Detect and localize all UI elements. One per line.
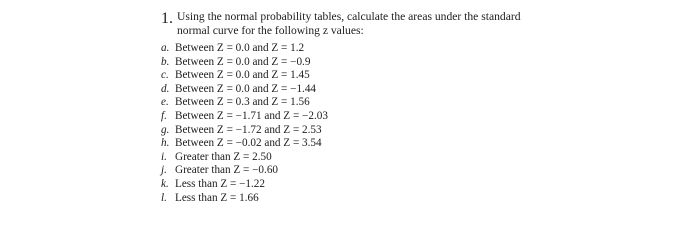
list-item: [161, 96, 328, 110]
question-prompt-line-1: Using the normal probability tables, calculate the areas under the standard: [177, 10, 521, 23]
list-item: [161, 164, 328, 178]
item-letter: l.: [161, 191, 167, 204]
item-text: Between Z = 0.0 and Z = 1.45: [175, 69, 310, 82]
item-text: Greater than Z = −0.60: [175, 164, 279, 177]
item-text: Between Z = 0.3 and Z = 1.56: [175, 96, 310, 109]
list-item: [161, 42, 328, 56]
item-letter: c.: [161, 69, 169, 82]
item-text: Greater than Z = 2.50: [175, 150, 272, 163]
item-letter: b.: [161, 55, 170, 68]
item-letter: j.: [161, 164, 167, 177]
item-text: Less than Z = 1.66: [175, 191, 259, 204]
item-list: [161, 42, 328, 205]
item-text: Between Z = −0.02 and Z = 3.54: [175, 137, 322, 150]
list-item: [161, 69, 328, 83]
list-item: [161, 192, 328, 206]
item-letter: e.: [161, 96, 169, 109]
list-item: [161, 110, 328, 124]
item-text: Between Z = −1.71 and Z = −2.03: [175, 109, 328, 122]
question-prompt: [177, 10, 597, 38]
question-prompt-line-2: normal curve for the following z values:: [177, 24, 364, 37]
item-text: Between Z = 0.0 and Z = −1.44: [175, 82, 317, 95]
list-item: [161, 151, 328, 165]
item-letter: g.: [161, 123, 170, 136]
list-item: [161, 83, 328, 97]
item-text: Between Z = 0.0 and Z = −0.9: [175, 55, 311, 68]
list-item: [161, 178, 328, 192]
item-letter: d.: [161, 82, 170, 95]
item-text: Between Z = −1.72 and Z = 2.53: [175, 123, 322, 136]
item-text: Less than Z = −1.22: [175, 177, 265, 190]
question-number: 1.: [161, 10, 173, 27]
item-letter: a.: [161, 42, 170, 54]
item-letter: i.: [161, 150, 167, 163]
list-item: [161, 56, 328, 70]
list-item: [161, 137, 328, 151]
item-letter: f.: [161, 109, 167, 122]
item-text: Between Z = 0.0 and Z = 1.2: [175, 42, 305, 54]
item-letter: h.: [161, 137, 170, 150]
list-item: [161, 124, 328, 138]
item-letter: k.: [161, 177, 169, 190]
